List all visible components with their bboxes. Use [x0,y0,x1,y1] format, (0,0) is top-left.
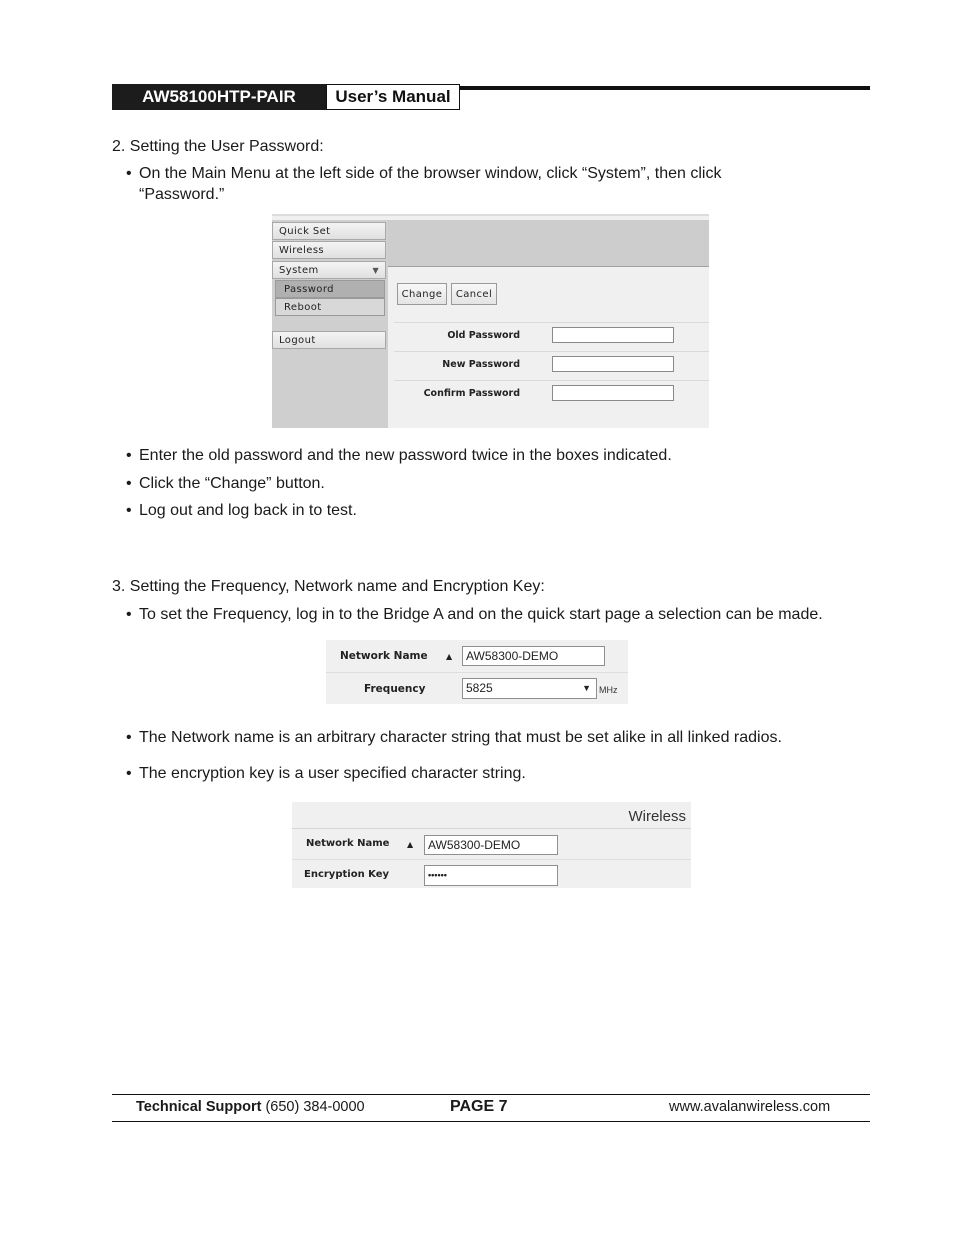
menu-item-wireless[interactable]: Wireless [272,241,386,259]
divider [326,672,628,673]
bullet-icon: • [126,447,132,464]
menu-item-quick-set[interactable]: Quick Set [272,222,386,240]
encryption-key-input[interactable]: •••••• [424,865,558,886]
bullet-icon: • [126,502,132,519]
new-password-label: New Password [442,359,520,370]
bullet-item: • Enter the old password and the new password twice in the boxes indicated. [126,447,672,464]
password-settings-screenshot [272,214,709,428]
page-number: PAGE 7 [450,1098,508,1115]
bullet-item: • The encryption key is a user specified character string. [126,765,526,782]
bullet-icon: • [126,729,132,746]
footer-top-rule [112,1094,870,1095]
old-password-label: Old Password [447,330,520,341]
collapse-up-icon[interactable]: ▲ [407,840,414,849]
bullet-item: • On the Main Menu at the left side of the browser window, click “System”, then click [126,165,722,182]
frequency-label: Frequency [364,683,426,695]
divider [394,322,709,323]
encryption-key-label: Encryption Key [304,869,390,880]
section-2-heading: 2. Setting the User Password: [112,138,324,155]
old-password-input[interactable] [552,327,674,343]
section-3-heading: 3. Setting the Frequency, Network name and Encryption Key: [112,578,545,595]
main-menu-sidebar [272,220,388,428]
collapse-up-icon[interactable]: ▲ [446,652,453,661]
confirm-password-label: Confirm Password [423,388,520,399]
bullet-icon: • [126,606,132,623]
header-rule [458,86,870,90]
footer-bottom-rule [112,1121,870,1122]
chevron-down-icon: ▼ [372,266,379,275]
dropdown-arrow-icon: ▼ [582,683,591,693]
change-button[interactable]: Change [397,283,447,305]
bullet-icon: • [126,165,132,182]
bullet-continuation: “Password.” [139,186,225,203]
cancel-button[interactable]: Cancel [451,283,497,305]
bullet-icon: • [126,475,132,492]
network-name-label: Network Name [306,838,390,849]
menu-item-logout[interactable]: Logout [272,331,386,349]
menu-item-system[interactable]: System ▼ [272,261,386,279]
frequency-settings-screenshot [326,640,628,704]
network-name-label: Network Name [340,650,428,662]
bullet-item: • To set the Frequency, log in to the Bridge A and on the quick start page a selection can be made. [126,606,823,623]
bullet-icon: • [126,765,132,782]
bullet-item: • Click the “Change” button. [126,475,325,492]
divider [292,828,691,829]
divider [292,859,691,860]
technical-support: Technical Support (650) 384-0000 [136,1099,365,1115]
network-name-input[interactable]: AW58300-DEMO [462,646,605,666]
submenu-item-reboot[interactable]: Reboot [275,298,385,316]
wireless-settings-screenshot [292,802,691,888]
new-password-input[interactable] [552,356,674,372]
divider [394,380,709,381]
confirm-password-input[interactable] [552,385,674,401]
network-name-input[interactable]: AW58300-DEMO [424,835,558,855]
bullet-item: • Log out and log back in to test. [126,502,357,519]
product-name: AW58100HTP-PAIR [112,84,326,110]
frequency-unit: MHz [599,685,618,695]
content-header-bar [388,220,709,267]
divider [394,351,709,352]
manual-title: User’s Manual [326,84,460,110]
frequency-select[interactable]: 5825 ▼ [462,678,597,699]
website-link[interactable]: www.avalanwireless.com [669,1099,831,1115]
bullet-item: • The Network name is an arbitrary character string that must be set alike in all linked radios. [126,729,782,746]
wireless-section-title: Wireless [628,808,686,825]
submenu-item-password[interactable]: Password [275,280,385,298]
